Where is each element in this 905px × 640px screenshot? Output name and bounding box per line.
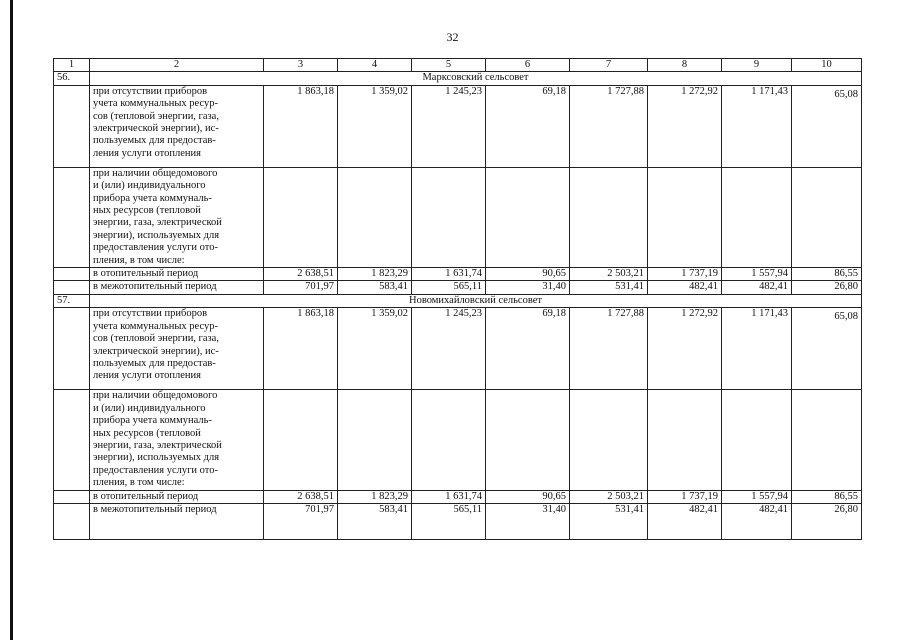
empty-cell <box>486 390 570 490</box>
empty-cell <box>722 167 792 267</box>
value-cell: 565,11 <box>412 503 486 539</box>
value-cell: 1 272,92 <box>648 308 722 390</box>
row-label: в отопительный период <box>90 268 264 281</box>
col-header: 4 <box>338 59 412 72</box>
col-header: 10 <box>792 59 862 72</box>
value-cell: 583,41 <box>338 281 412 294</box>
empty-cell <box>722 390 792 490</box>
value-cell: 482,41 <box>722 281 792 294</box>
value-cell: 1 171,43 <box>722 85 792 167</box>
col-header: 1 <box>54 59 90 72</box>
value-cell: 531,41 <box>570 281 648 294</box>
col-header: 8 <box>648 59 722 72</box>
page-number: 32 <box>446 30 459 44</box>
empty-cell <box>54 390 90 490</box>
empty-cell <box>792 167 862 267</box>
row-label: в межотопительный период <box>90 503 264 539</box>
value-cell: 26,80 <box>792 281 862 294</box>
table-row <box>54 167 862 267</box>
value-cell: 482,41 <box>648 281 722 294</box>
empty-cell <box>648 390 722 490</box>
value-cell: 86,55 <box>792 490 862 503</box>
col-header: 6 <box>486 59 570 72</box>
value-cell: 69,18 <box>486 85 570 167</box>
value-cell: 86,55 <box>792 268 862 281</box>
table-row <box>54 268 862 281</box>
empty-cell <box>54 85 90 167</box>
empty-cell <box>648 167 722 267</box>
value-cell: 2 503,21 <box>570 490 648 503</box>
col-header: 3 <box>264 59 338 72</box>
empty-cell <box>486 167 570 267</box>
section-block <box>54 72 862 294</box>
value-cell: 2 638,51 <box>264 268 338 281</box>
empty-cell <box>412 390 486 490</box>
table-row <box>54 503 862 539</box>
value-cell: 31,40 <box>486 281 570 294</box>
row-label: при наличии общедомового и (или) индивидуального прибора учета коммуналь- ных ресурсов (тепловой энергии, газа, электрической энергии), используемых для предоставления услуги ото- пления, в том числе: <box>90 167 264 267</box>
value-cell: 90,65 <box>486 268 570 281</box>
tariff-table <box>53 58 862 540</box>
value-cell: 1 631,74 <box>412 268 486 281</box>
empty-cell <box>54 281 90 294</box>
table-row <box>54 281 862 294</box>
value-cell: 1 359,02 <box>338 85 412 167</box>
value-cell: 1 823,29 <box>338 268 412 281</box>
value-cell: 1 737,19 <box>648 490 722 503</box>
col-header: 7 <box>570 59 648 72</box>
value-cell: 1 557,94 <box>722 268 792 281</box>
table-row <box>54 490 862 503</box>
value-cell: 1 863,18 <box>264 85 338 167</box>
value-cell: 90,65 <box>486 490 570 503</box>
value-cell: 1 823,29 <box>338 490 412 503</box>
section-title-row <box>54 294 862 307</box>
row-label: в межотопительный период <box>90 281 264 294</box>
empty-cell <box>264 167 338 267</box>
section-number: 57. <box>54 294 90 307</box>
empty-cell <box>792 390 862 490</box>
value-cell: 482,41 <box>722 503 792 539</box>
value-cell: 65,08 <box>792 308 862 390</box>
value-cell: 1 245,23 <box>412 308 486 390</box>
table-row <box>54 85 862 167</box>
empty-cell <box>570 167 648 267</box>
header-row <box>54 59 862 72</box>
section-title-row <box>54 72 862 85</box>
col-header: 9 <box>722 59 792 72</box>
row-label: в отопительный период <box>90 490 264 503</box>
value-cell: 1 727,88 <box>570 308 648 390</box>
empty-cell <box>54 167 90 267</box>
empty-cell <box>412 167 486 267</box>
empty-cell <box>264 390 338 490</box>
value-cell: 701,97 <box>264 281 338 294</box>
empty-cell <box>54 503 90 539</box>
empty-cell <box>338 167 412 267</box>
value-cell: 1 245,23 <box>412 85 486 167</box>
value-cell: 1 727,88 <box>570 85 648 167</box>
row-label: при отсутствии приборов учета коммунальных ресур- сов (тепловой энергии, газа, электрической энергии), ис- пользуемых для предостав- ления услуги отопления <box>90 308 264 390</box>
value-cell: 701,97 <box>264 503 338 539</box>
value-cell: 531,41 <box>570 503 648 539</box>
table-row <box>54 390 862 490</box>
value-cell: 1 863,18 <box>264 308 338 390</box>
empty-cell <box>54 308 90 390</box>
value-cell: 1 359,02 <box>338 308 412 390</box>
section-title: Новомихайловский сельсовет <box>90 294 862 307</box>
value-cell: 565,11 <box>412 281 486 294</box>
empty-cell <box>54 268 90 281</box>
value-cell: 2 638,51 <box>264 490 338 503</box>
col-header: 2 <box>90 59 264 72</box>
section-title: Марксовский сельсовет <box>90 72 862 85</box>
row-label: при отсутствии приборов учета коммунальных ресур- сов (тепловой энергии, газа, электрической энергии), ис- пользуемых для предостав- ления услуги отопления <box>90 85 264 167</box>
col-header: 5 <box>412 59 486 72</box>
section-number: 56. <box>54 72 90 85</box>
value-cell: 2 503,21 <box>570 268 648 281</box>
value-cell: 1 557,94 <box>722 490 792 503</box>
value-cell: 65,08 <box>792 85 862 167</box>
empty-cell <box>570 390 648 490</box>
value-cell: 1 272,92 <box>648 85 722 167</box>
value-cell: 69,18 <box>486 308 570 390</box>
value-cell: 1 737,19 <box>648 268 722 281</box>
value-cell: 583,41 <box>338 503 412 539</box>
value-cell: 1 631,74 <box>412 490 486 503</box>
row-label: при наличии общедомового и (или) индивидуального прибора учета коммуналь- ных ресурсов (тепловой энергии, газа, электрической энергии), используемых для предоставления услуги ото- пления, в том числе: <box>90 390 264 490</box>
value-cell: 31,40 <box>486 503 570 539</box>
table-row <box>54 308 862 390</box>
empty-cell <box>338 390 412 490</box>
empty-cell <box>54 490 90 503</box>
value-cell: 482,41 <box>648 503 722 539</box>
value-cell: 1 171,43 <box>722 308 792 390</box>
section-block <box>54 294 862 539</box>
value-cell: 26,80 <box>792 503 862 539</box>
page-left-border <box>10 0 13 640</box>
